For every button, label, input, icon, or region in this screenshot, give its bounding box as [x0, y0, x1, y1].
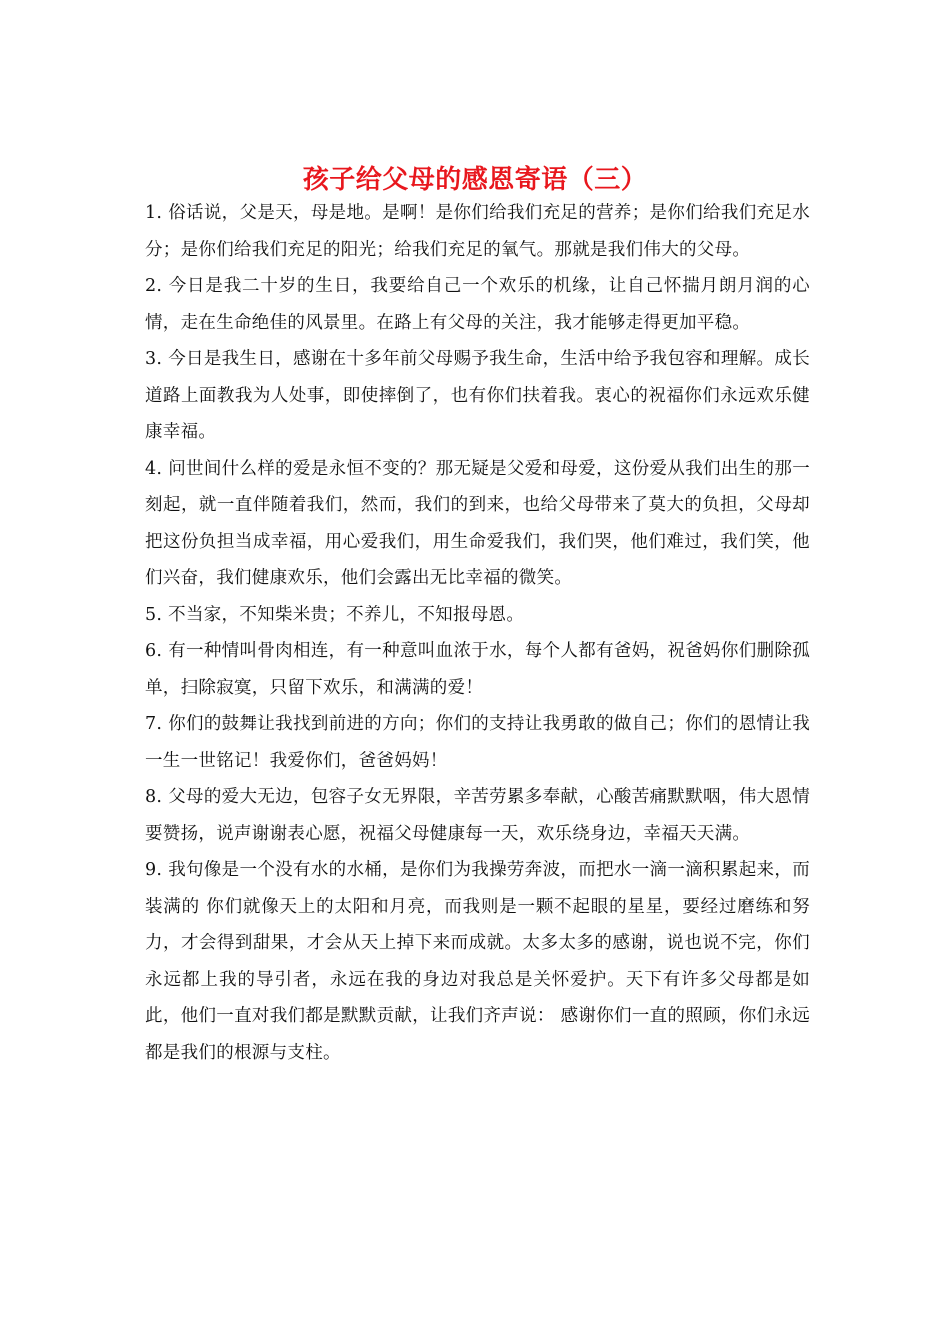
paragraph-1: 1. 俗话说，父是天，母是地。是啊！是你们给我们充足的营养；是你们给我们充足水分；是你们给我们充足的阳光；给我们充足的氧气。那就是我们伟大的父母。: [145, 203, 810, 260]
document-body: [145, 195, 810, 1071]
paragraph-7: 7. 你们的鼓舞让我找到前进的方向；你们的支持让我勇敢的做自己；你们的恩情让我一生一世铭记！我爱你们，爸爸妈妈！: [145, 714, 810, 771]
paragraph-8: 8. 父母的爱大无边，包容子女无界限，辛苦劳累多奉献，心酸苦痛默默咽，伟大恩情要赞扬，说声谢谢表心愿，祝福父母健康每一天，欢乐绕身边，幸福天天满。: [145, 787, 810, 844]
paragraph-2: 2. 今日是我二十岁的生日，我要给自己一个欢乐的机缘，让自己怀揣月朗月润的心情，走在生命绝佳的风景里。在路上有父母的关注，我才能够走得更加平稳。: [145, 276, 810, 333]
paragraph-4: 4. 问世间什么样的爱是永恒不变的？那无疑是父爱和母爱，这份爱从我们出生的那一刻起，就一直伴随着我们，然而，我们的到来，也给父母带来了莫大的负担，父母却把这份负担当成幸福，用心爱我们，用生命爱我们，我们哭，他们难过，我们笑，他们兴奋，我们健康欢乐，他们会露出无比幸福的微笑。: [145, 458, 810, 588]
paragraph-9: 9. 我句像是一个没有水的水桶，是你们为我操劳奔波，而把水一滴一滴积累起来，而装满的 你们就像天上的太阳和月亮，而我则是一颗不起眼的星星，要经过磨练和努力，才会得到甜果，才会从天上掉下来而成就。太多太多的感谢，说也说不完，你们永远都上我的导引者，永远在我的身边对我总是关怀爱护。天下有许多父母都是如此，他们一直对我们都是默默贡献，让我们齐声说： 感谢你们一直的照顾，你们永远都是我们的根源与支柱。: [145, 860, 810, 1063]
paragraph-3: 3. 今日是我生日，感谢在十多年前父母赐予我生命，生活中给予我包容和理解。成长道路上面教我为人处事，即使摔倒了，也有你们扶着我。衷心的祝福你们永远欢乐健康幸福。: [145, 349, 810, 442]
paragraph-6: 6. 有一种情叫骨肉相连，有一种意叫血浓于水，每个人都有爸妈，祝爸妈你们删除孤单，扫除寂寞，只留下欢乐，和满满的爱！: [145, 641, 810, 698]
paragraph-5: 5. 不当家，不知柴米贵；不养儿，不知报母恩。: [145, 604, 525, 625]
page-title: 孩子给父母的感恩寄语（三）: [302, 165, 648, 196]
